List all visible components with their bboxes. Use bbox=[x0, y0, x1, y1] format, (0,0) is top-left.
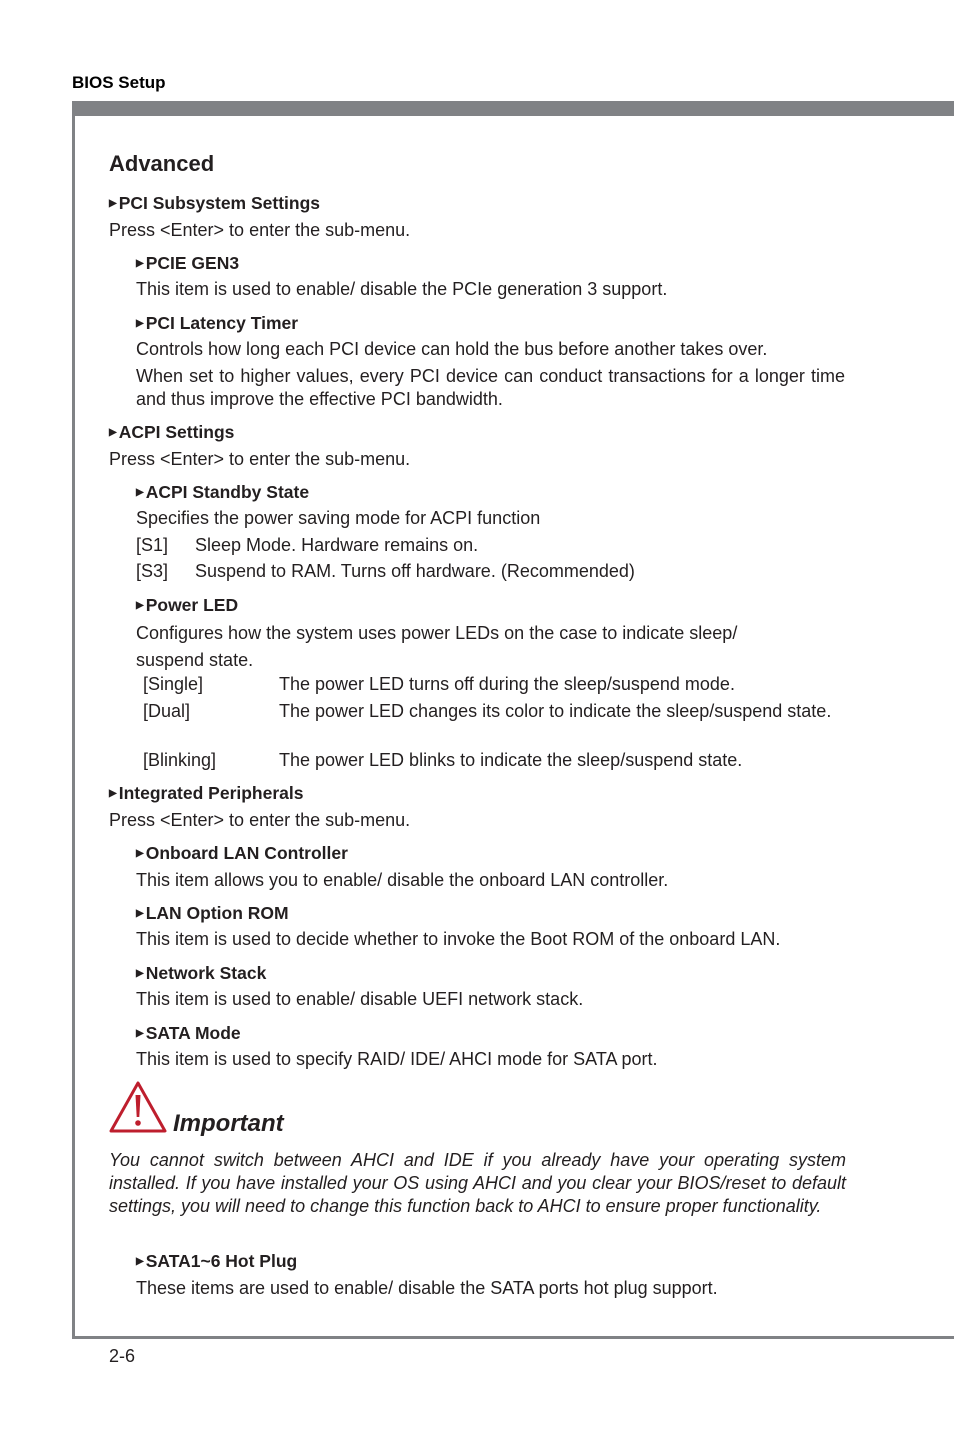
pci-latency-heading bbox=[136, 312, 298, 338]
triangle-bullet-icon: ▶ bbox=[136, 968, 144, 979]
acpi-standby-desc: Specifies the power saving mode for ACPI function bbox=[136, 508, 541, 528]
onboard-lan-heading bbox=[136, 842, 348, 868]
network-stack-heading-text: Network Stack bbox=[145, 963, 267, 983]
power-led-option-key: [Dual] bbox=[143, 701, 191, 721]
acpi-option-key: [S3] bbox=[136, 561, 169, 581]
pcie-gen3-heading bbox=[136, 252, 239, 278]
power-led-option-text: The power LED changes its color to indicate the sleep/suspend state. bbox=[279, 701, 832, 721]
acpi-standby-heading-text: ACPI Standby State bbox=[145, 482, 310, 502]
acpi-standby-heading bbox=[136, 481, 309, 507]
triangle-bullet-icon: ▶ bbox=[109, 198, 117, 209]
acpi-heading bbox=[109, 421, 234, 447]
lan-rom-heading bbox=[136, 902, 289, 928]
pci-subsystem-heading-text: PCI Subsystem Settings bbox=[118, 193, 321, 213]
sata-hotplug-heading bbox=[136, 1250, 297, 1276]
triangle-bullet-icon: ▶ bbox=[136, 258, 144, 269]
header-bar bbox=[72, 101, 954, 116]
sata-mode-heading bbox=[136, 1022, 241, 1048]
power-led-heading-text: Power LED bbox=[145, 595, 239, 615]
lan-rom-heading-text: LAN Option ROM bbox=[145, 903, 289, 923]
acpi-option-text: Sleep Mode. Hardware remains on. bbox=[195, 535, 479, 555]
pci-latency-desc1: Controls how long each PCI device can hold the bus before another takes over. bbox=[136, 339, 768, 359]
power-led-option-text: The power LED blinks to indicate the sleep/suspend state. bbox=[279, 750, 743, 770]
triangle-bullet-icon: ▶ bbox=[109, 788, 117, 799]
pcie-gen3-desc: This item is used to enable/ disable the PCIe generation 3 support. bbox=[136, 279, 668, 299]
left-rule bbox=[72, 101, 75, 1339]
power-led-option-text: The power LED turns off during the sleep/suspend mode. bbox=[279, 674, 735, 694]
pci-subsystem-desc: Press <Enter> to enter the sub-menu. bbox=[109, 220, 411, 240]
sata-mode-heading-text: SATA Mode bbox=[145, 1023, 241, 1043]
pci-latency-desc2: When set to higher values, every PCI device can conduct transactions for a longer time and thus improve the effective PCI bandwidth. bbox=[136, 366, 845, 409]
onboard-lan-desc: This item allows you to enable/ disable the onboard LAN controller. bbox=[136, 870, 669, 890]
integrated-heading-text: Integrated Peripherals bbox=[118, 783, 304, 803]
triangle-bullet-icon: ▶ bbox=[109, 427, 117, 438]
pcie-gen3-heading-text: PCIE GEN3 bbox=[145, 253, 240, 273]
section-title: Advanced bbox=[109, 151, 215, 176]
triangle-bullet-icon: ▶ bbox=[136, 1256, 144, 1267]
network-stack-desc: This item is used to enable/ disable UEFI network stack. bbox=[136, 989, 584, 1009]
sata-mode-desc: This item is used to specify RAID/ IDE/ AHCI mode for SATA port. bbox=[136, 1049, 658, 1069]
important-title: Important bbox=[173, 1110, 284, 1137]
power-led-option-key: [Blinking] bbox=[143, 750, 217, 770]
triangle-bullet-icon: ▶ bbox=[136, 487, 144, 498]
power-led-heading bbox=[136, 594, 238, 620]
triangle-bullet-icon: ▶ bbox=[136, 600, 144, 611]
integrated-heading bbox=[109, 782, 304, 808]
acpi-heading-text: ACPI Settings bbox=[118, 422, 235, 442]
integrated-desc: Press <Enter> to enter the sub-menu. bbox=[109, 810, 411, 830]
pci-subsystem-heading bbox=[109, 192, 320, 218]
acpi-option-key: [S1] bbox=[136, 535, 169, 555]
triangle-bullet-icon: ▶ bbox=[136, 318, 144, 329]
warning-triangle-icon bbox=[108, 1080, 168, 1134]
important-text: You cannot switch between AHCI and IDE if you already have your operating system installed. If you have installed your OS using AHCI and you clear your BIOS/reset to default settings, you will need to change this function back to AHCI to ensure proper functionality. bbox=[109, 1150, 846, 1216]
triangle-bullet-icon: ▶ bbox=[136, 1028, 144, 1039]
onboard-lan-heading-text: Onboard LAN Controller bbox=[145, 843, 348, 863]
acpi-option-text: Suspend to RAM. Turns off hardware. (Recommended) bbox=[195, 561, 635, 581]
sata-hotplug-heading-text: SATA1~6 Hot Plug bbox=[145, 1251, 298, 1271]
power-led-option-key: [Single] bbox=[143, 674, 204, 694]
page-number: 2-6 bbox=[109, 1346, 136, 1366]
acpi-desc: Press <Enter> to enter the sub-menu. bbox=[109, 449, 411, 469]
triangle-bullet-icon: ▶ bbox=[136, 908, 144, 919]
bottom-rule bbox=[72, 1336, 954, 1339]
power-led-desc: Configures how the system uses power LEDs on the case to indicate sleep/ suspend state. bbox=[136, 623, 738, 670]
sata-hotplug-desc: These items are used to enable/ disable the SATA ports hot plug support. bbox=[136, 1278, 718, 1298]
pci-latency-heading-text: PCI Latency Timer bbox=[145, 313, 299, 333]
network-stack-heading bbox=[136, 962, 266, 988]
triangle-bullet-icon: ▶ bbox=[136, 848, 144, 859]
lan-rom-desc: This item is used to decide whether to invoke the Boot ROM of the onboard LAN. bbox=[136, 929, 781, 949]
header-label: BIOS Setup bbox=[72, 73, 166, 92]
